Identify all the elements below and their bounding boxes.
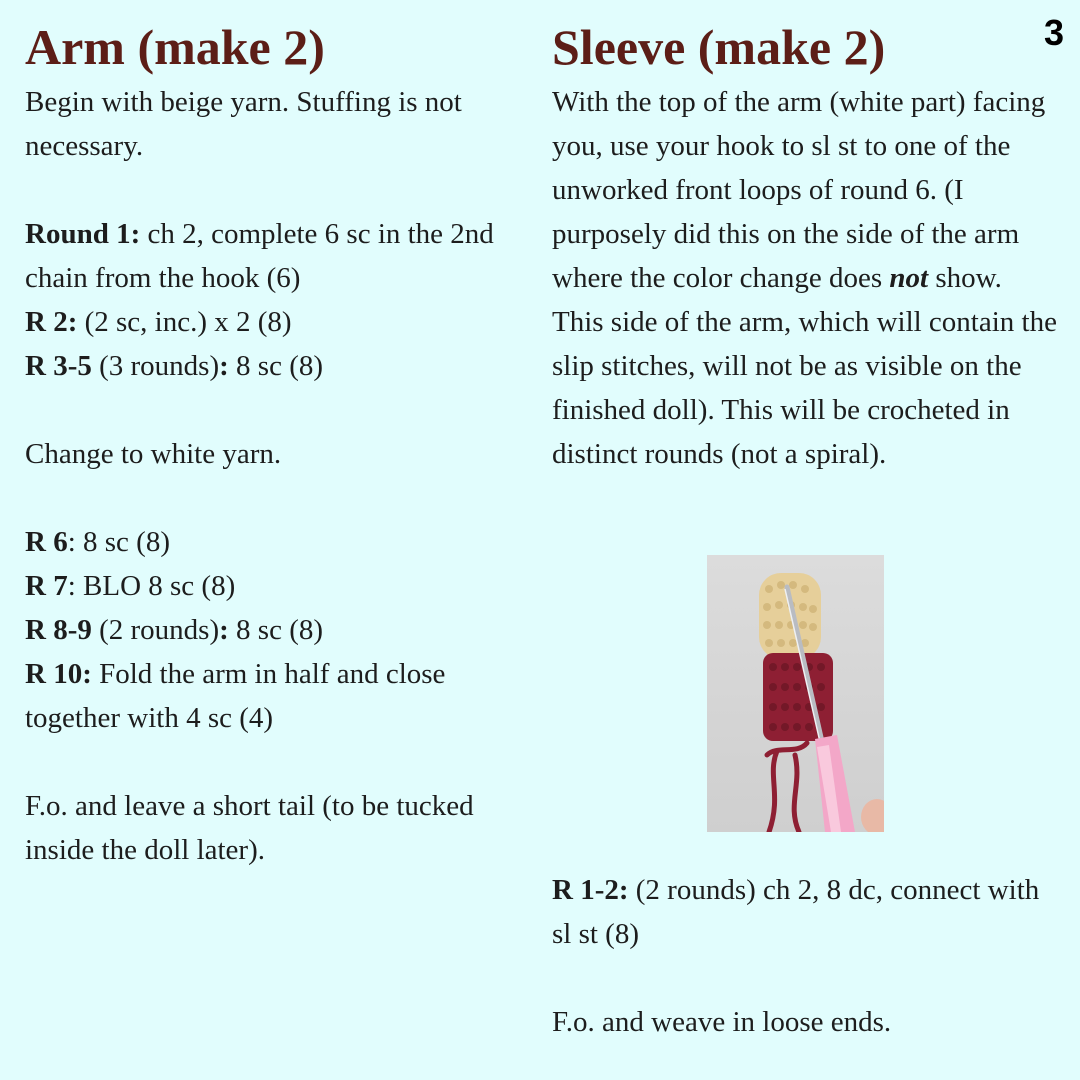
sleeve-round-1-2 <box>552 868 1057 956</box>
finger <box>861 799 884 832</box>
round-text: : 8 sc (8) <box>67 526 170 558</box>
round-text: (2 rounds) ch 2, 8 dc, connect with sl st (8) <box>552 874 1040 950</box>
round-label: Round 1: <box>25 218 141 250</box>
sleeve-finish: F.o. and weave in loose ends. <box>552 1006 892 1038</box>
crochet-arm-photo <box>707 555 884 832</box>
round-label: R 6 <box>25 526 68 558</box>
arm-heading: Arm (make 2) <box>25 19 325 75</box>
round-text: 8 sc (8) <box>228 614 324 646</box>
sleeve-rounds <box>552 868 1057 1044</box>
sleeve-intro-part-2: show. This side of the arm, which will contain the slip stitches, will not be as visible on the finished doll). This will be crocheted in distinct rounds (not a spiral). <box>552 262 1057 470</box>
round-text: : BLO 8 sc (8) <box>67 570 236 602</box>
round-label: R 10: <box>25 658 92 690</box>
round-text: 8 sc (8) <box>228 350 324 382</box>
arm-round-1 <box>25 212 535 300</box>
arm-round-7 <box>25 564 535 608</box>
round-text: (2 sc, inc.) x 2 (8) <box>77 306 292 338</box>
arm-color-change: Change to white yarn. <box>25 438 282 470</box>
arm-round-3-5 <box>25 344 535 388</box>
loose-yarn-strand <box>767 743 807 832</box>
round-colon: : <box>219 614 229 646</box>
round-text: ch 2, complete 6 sc in the 2nd chain from the hook (6) <box>25 218 494 294</box>
round-text: Fold the arm in half and close together with 4 sc (4) <box>25 658 446 734</box>
arm-round-2 <box>25 300 535 344</box>
round-label: R 1-2: <box>552 874 629 906</box>
sleeve-heading: Sleeve (make 2) <box>552 19 886 75</box>
arm-finish: F.o. and leave a short tail (to be tucked inside the doll later). <box>25 790 474 866</box>
arm-instructions <box>25 80 535 872</box>
page-number: 3 <box>1043 12 1064 53</box>
sleeve-section <box>552 18 1057 476</box>
arm-round-8-9 <box>25 608 535 652</box>
arm-intro: Begin with beige yarn. Stuffing is not necessary. <box>25 86 462 162</box>
crochet-arm-illustration <box>707 555 884 832</box>
arm-round-10 <box>25 652 535 740</box>
arm-round-6 <box>25 520 535 564</box>
sleeve-intro-emphasis: not <box>889 262 929 294</box>
round-label: R 8-9 <box>25 614 92 646</box>
round-count: (3 rounds) <box>91 350 220 382</box>
sleeve-intro-part-1: With the top of the arm (white part) facing you, use your hook to sl st to one of the unworked front loops of round 6. (I purposely did this on the side of the arm where the color change does <box>552 86 1046 294</box>
round-label: R 3-5 <box>25 350 92 382</box>
sleeve-rounds-section <box>552 868 1057 1044</box>
round-label: R 7 <box>25 570 68 602</box>
sleeve-instructions <box>552 80 1057 476</box>
arm-section <box>25 18 535 872</box>
round-colon: : <box>219 350 229 382</box>
round-count: (2 rounds) <box>91 614 220 646</box>
round-label: R 2: <box>25 306 78 338</box>
sleeve-intro <box>552 80 1057 476</box>
